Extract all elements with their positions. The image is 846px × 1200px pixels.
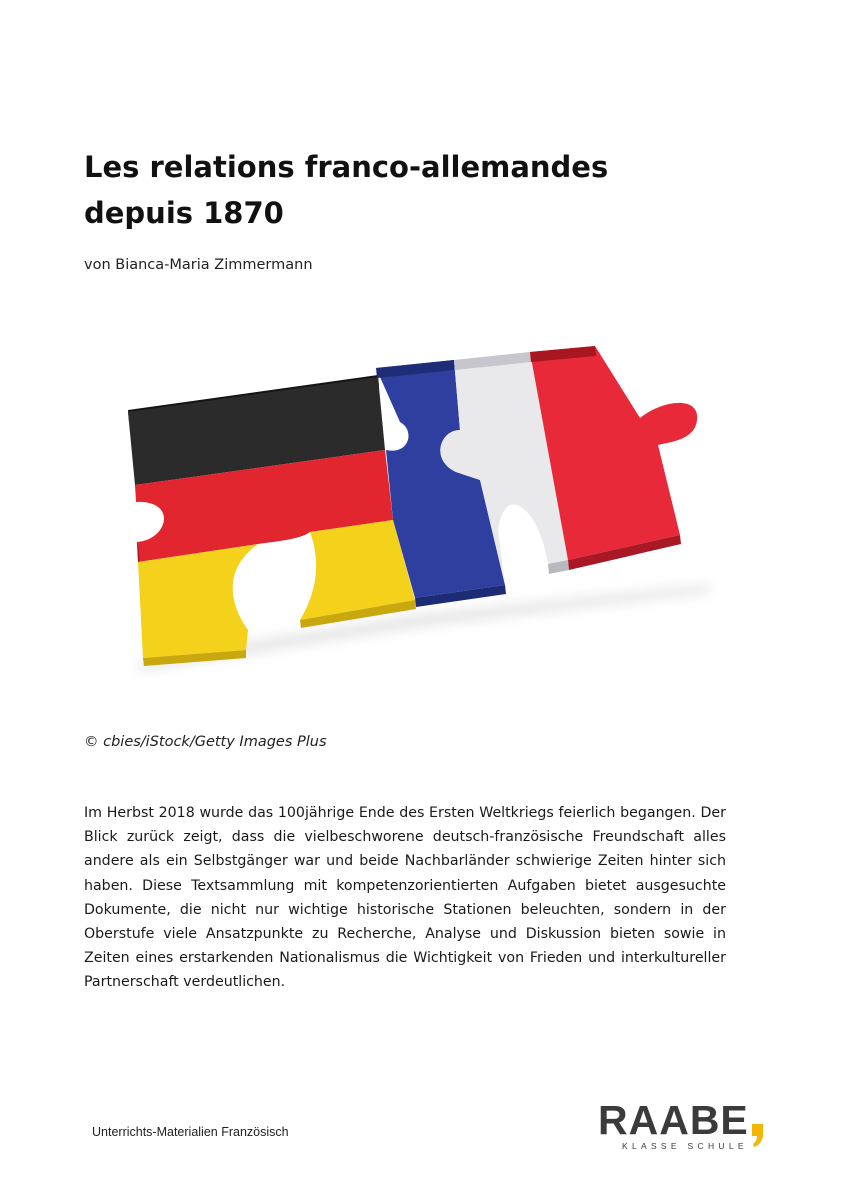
german-gold-band [138, 544, 258, 658]
image-credit: © cbies/iStock/Getty Images Plus [84, 734, 327, 750]
logo-comma-icon [751, 1122, 764, 1148]
page-title: Les relations franco-allemandes depuis 1870 [84, 150, 609, 230]
logo-wordmark: RAABE [598, 1097, 749, 1143]
intro-paragraph: Im Herbst 2018 wurde das 100jährige Ende des Ersten Weltkriegs feierlich begangen. Der Blick zurück zeigt, dass die vielbeschworene deutsch-französische Freundschaft alles andere als ein Selbstgänger war und beide Nachbarländer schwierige Zeiten hinter sich haben. Diese Textsammlung mit kompetenzorientierten Aufgaben bietet ausgesuchte Dokumente, die nicht nur wichtige historische Stationen beleuchten, sondern in der Oberstufe viele Ansatzpunkte zu Recherche, Analyse und Diskussion bieten sowie in Zeiten eines erstarkenden Nationalismus die Wichtigkeit von Frieden und interkultureller Partnerschaft verdeutlichen. [84, 805, 726, 991]
raabe-logo [598, 1098, 770, 1158]
logo-tagline: KLASSE SCHULE [622, 1141, 748, 1151]
flag-puzzle-illustration [110, 330, 730, 680]
series-label: Unterrichts-Materialien Französisch [92, 1125, 289, 1139]
author-line: von Bianca-Maria Zimmermann [84, 257, 313, 273]
